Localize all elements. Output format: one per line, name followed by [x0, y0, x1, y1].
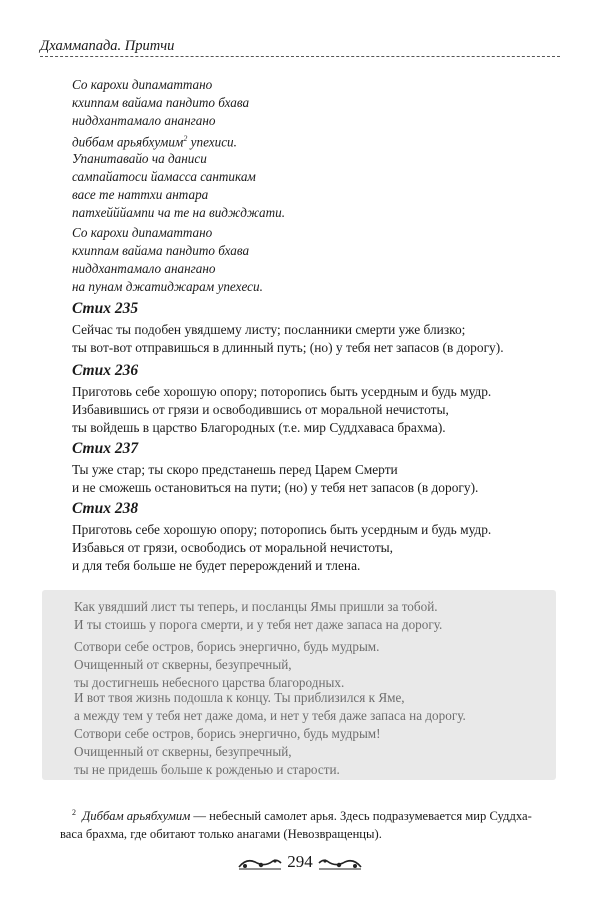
header-rule — [40, 56, 560, 57]
running-title: Дхаммапада. Притчи — [40, 38, 175, 54]
stanza-text — [72, 521, 552, 575]
ornament-right-icon — [317, 855, 363, 871]
poetic-stanza-1 — [74, 598, 544, 634]
ornament-left-icon — [237, 855, 283, 871]
poetic-line: Сотвори себе остров, борись энергично, будь мудрым. — [74, 639, 380, 654]
poetic-line: ты не придешь больше к рожденью и старости. — [74, 762, 340, 777]
stanza-text — [72, 383, 552, 437]
footnote-text: — небесный самолет арья. Здесь подразумевается мир Суддха- — [190, 809, 532, 824]
pali-line: ниддхантамало анангано — [72, 261, 216, 276]
poetic-stanza-3 — [74, 689, 544, 725]
footnote-reference: 2 — [183, 134, 188, 143]
stanza-line: Ты уже стар; ты скоро предстанешь перед Царем Смерти — [72, 462, 398, 477]
poetic-stanza-4 — [74, 725, 544, 779]
poetic-line: а между тем у тебя нет даже дома, и нет у тебя даже запаса на дорогу. — [74, 708, 466, 723]
stanza-line: Приготовь себе хорошую опору; потoропись быть усердным и будь мудр. — [72, 522, 492, 537]
poetic-line: И вот твоя жизнь подошла к концу. Ты приблизился к Яме, — [74, 690, 405, 705]
poetic-line: ты достигнешь небесного царства благородных. — [74, 675, 345, 690]
footnote-number: 2 — [72, 808, 76, 817]
pali-verse-block-2 — [72, 150, 542, 222]
stanza-text — [72, 321, 552, 357]
pali-line: Со карохи дипаматтано — [72, 77, 213, 92]
pali-line: кхиппам вайама пандито бхава — [72, 243, 250, 258]
stanza-line: Избавившись от грязи и освободившись от моральной нечистоты, — [72, 402, 449, 417]
poetic-line: Очищенный от скверны, безупречный, — [74, 657, 292, 672]
stanza-line: и для тебя больше не будет перерождений и тлена. — [72, 558, 361, 573]
pali-line: диббам арьябхумим$^2$ упехиси. — [72, 134, 237, 150]
stanza-line: Сейчас ты подобен увядшему листу; посланники смерти уже близко; — [72, 322, 466, 337]
stanza-line: Избавься от грязи, освободись от моральной нечистоты, — [72, 540, 394, 555]
stanza-text — [72, 461, 552, 497]
pali-line: на пунам джатиджарам упехеси. — [72, 279, 263, 294]
stanza-title: Стих 237 — [72, 440, 139, 457]
page-number-area — [0, 852, 600, 872]
stanza-title: Стих 238 — [72, 500, 139, 517]
poetic-line: Сотвори себе остров, борись энергично, будь мудрым! — [74, 726, 381, 741]
poetic-line: Очищенный от скверны, безупречный, — [74, 744, 292, 759]
pali-line: ниддхантамало анангано — [72, 113, 216, 128]
poetic-stanza-2 — [74, 638, 544, 692]
footnote-text: васа брахма, где обитают только анагами (Невозвращенцы). — [60, 827, 382, 842]
pali-verse-block-1 — [72, 76, 542, 151]
pali-line: васе те наттхи антара — [72, 187, 209, 202]
poetic-line: И ты стоишь у порога смерти, и у тебя нет даже запаса на дорогу. — [74, 617, 443, 632]
pali-line: сампайатоси йамасса сантикам — [72, 169, 256, 184]
pali-line: Упанитавайо ча даниси — [72, 151, 207, 166]
pali-line: патхейййампи ча те на виджджати. — [72, 205, 286, 220]
stanza-title: Стих 236 — [72, 362, 139, 379]
stanza-line: ты вот-вот отправишься в длинный путь; (но) у тебя нет запасов (в дорогу). — [72, 340, 504, 355]
poetic-line: Как увядший лист ты теперь, и посланцы Ямы пришли за тобой. — [74, 599, 438, 614]
pali-line: Со карохи дипаматтано — [72, 225, 213, 240]
footnote — [60, 804, 562, 843]
stanza-line: ты войдешь в царство Благородных (т.е. мир Суддхаваса брахма). — [72, 420, 446, 435]
page-number: 294 — [287, 852, 313, 871]
stanza-title: Стих 235 — [72, 300, 139, 317]
stanza-line: Приготовь себе хорошую опору; потoропись быть усердным и будь мудр. — [72, 384, 492, 399]
pali-verse-block-3 — [72, 224, 542, 296]
footnote-term: Диббам арьябхумим — [82, 809, 191, 824]
stanza-line: и не сможешь остановиться на пути; (но) у тебя нет запасов (в дорогу). — [72, 480, 479, 495]
pali-line: кхиппам вайама пандито бхава — [72, 95, 250, 110]
